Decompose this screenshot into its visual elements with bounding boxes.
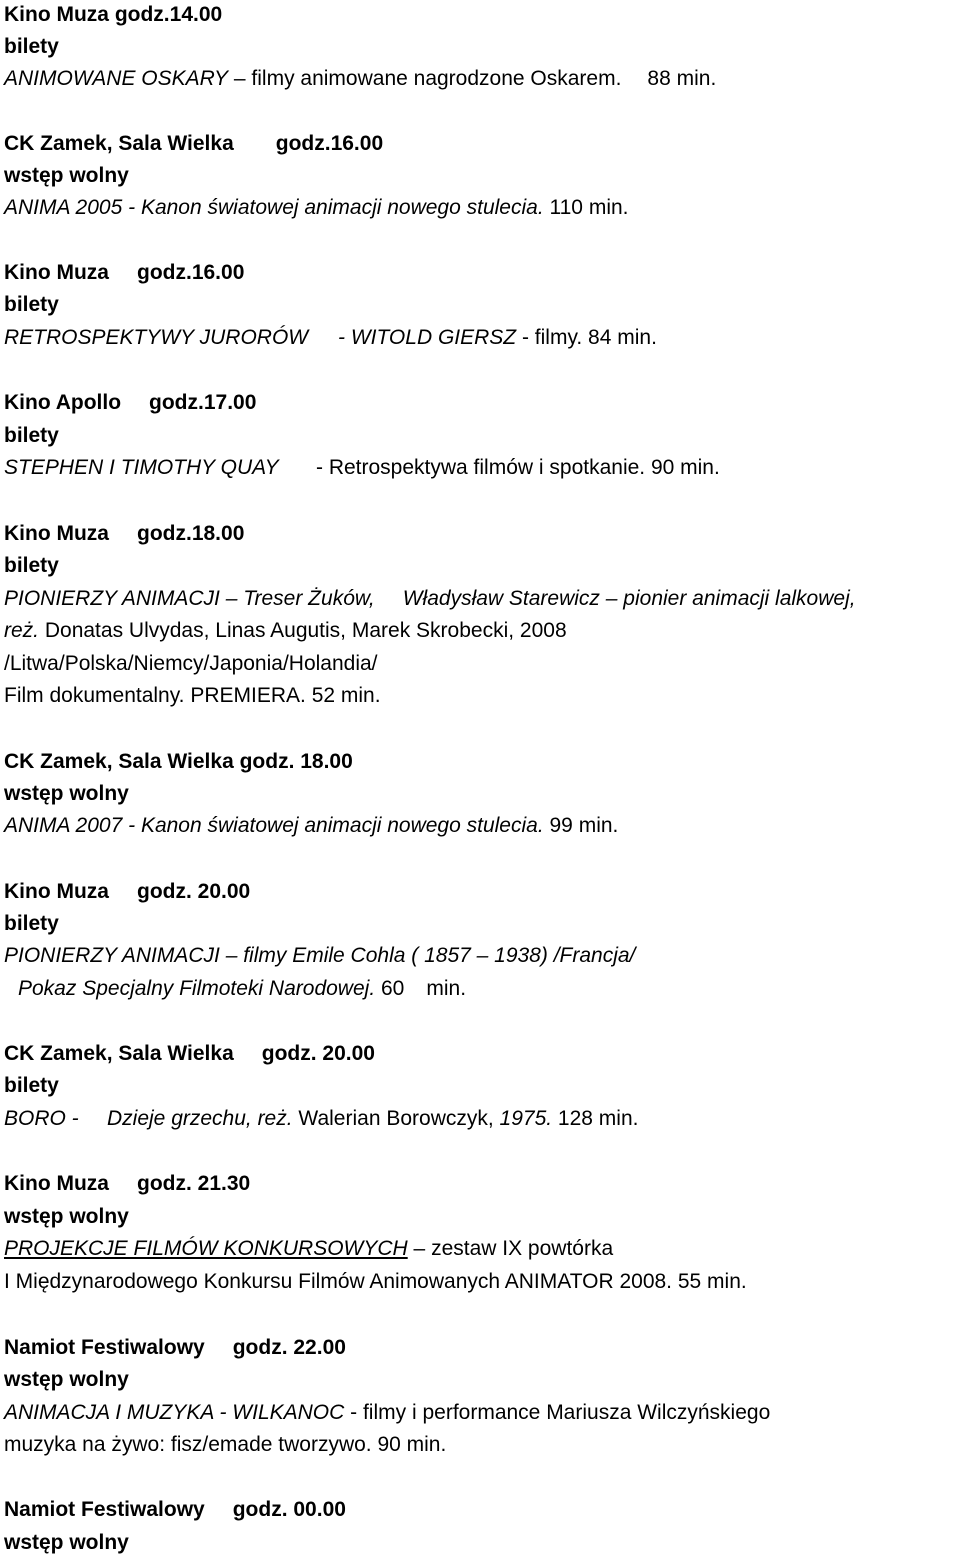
event-7-subtitle: Pokaz Specjalny Filmoteki Narodowej. <box>18 977 376 1000</box>
event-1-title: ANIMOWANE OSKARY <box>4 67 229 90</box>
event-4-venue-time <box>4 390 256 416</box>
event-8-description <box>4 1106 638 1132</box>
event-9-separator: – <box>407 1237 432 1260</box>
event-5-title-line <box>4 586 856 612</box>
event-11-venue: Namiot Festiwalowy <box>4 1498 205 1521</box>
event-3-desc: - filmy. 84 min. <box>516 326 657 349</box>
event-7-duration-a: 60 <box>375 977 405 1000</box>
event-2-venue: CK Zamek, Sala Wielka <box>4 132 234 155</box>
event-5-separator: – <box>219 587 244 610</box>
event-8-duration: 128 min. <box>552 1107 639 1130</box>
event-7-venue-time <box>4 879 250 905</box>
event-5-separator-2: – <box>599 587 624 610</box>
event-5-title-a: PIONIERZY ANIMACJI <box>4 587 220 610</box>
event-7-title: PIONIERZY ANIMACJI – filmy Emile Cohla ( 1857 – 1938) /Francja/ <box>4 944 636 967</box>
event-5-venue-time <box>4 521 244 547</box>
event-7-duration-b: min. <box>426 977 467 1000</box>
event-6-title: ANIMA 2007 - Kanon światowej animacji nowego stulecia. <box>4 814 544 837</box>
event-2-description <box>4 195 629 221</box>
event-3-title: RETROSPEKTYWY JURORÓW <box>4 326 309 349</box>
event-8-title-b: Dzieje grzechu, reż. <box>107 1107 293 1130</box>
event-2-time: godz.16.00 <box>275 132 384 155</box>
event-6-ticket: wstęp wolny <box>4 782 129 805</box>
event-10-venue: Namiot Festiwalowy <box>4 1336 205 1359</box>
event-4-venue: Kino Apollo <box>4 391 122 414</box>
event-8-title-a: BORO - <box>4 1107 79 1130</box>
event-3-venue: Kino Muza <box>4 261 109 284</box>
event-5-desc: Film dokumentalny. PREMIERA. 52 min. <box>4 684 381 707</box>
event-4-time: godz.17.00 <box>149 391 257 414</box>
event-11-venue-time <box>4 1497 346 1523</box>
event-1-ticket: bilety <box>4 35 59 58</box>
event-6-venue-time: CK Zamek, Sala Wielka godz. 18.00 <box>4 750 353 773</box>
event-9-description <box>4 1236 613 1262</box>
event-5-credits: Donatas Ulvydas, Linas Augutis, Marek Skrobecki, 2008 <box>39 619 567 642</box>
event-1-description <box>4 66 716 92</box>
event-7-ticket: bilety <box>4 912 59 935</box>
event-8-ticket: bilety <box>4 1074 59 1097</box>
event-2-ticket: wstęp wolny <box>4 164 129 187</box>
event-5-time: godz.18.00 <box>137 522 245 545</box>
event-7-subtitle-line <box>18 976 466 1002</box>
event-5-credits-line <box>4 618 567 644</box>
event-1-desc: filmy animowane nagrodzone Oskarem. <box>251 67 622 90</box>
event-2-duration: 110 min. <box>543 196 629 219</box>
event-10-ticket: wstęp wolny <box>4 1368 129 1391</box>
event-8-year: 1975. <box>499 1107 553 1130</box>
event-5-rez: reż. <box>4 619 40 642</box>
event-4-title: STEPHEN I TIMOTHY QUAY <box>4 456 279 479</box>
event-10-description <box>4 1400 770 1426</box>
event-5-venue: Kino Muza <box>4 522 109 545</box>
event-10-title: ANIMACJA I MUZYKA - WILKANOC <box>4 1401 345 1424</box>
event-10-desc: - filmy i performance Mariusza Wilczyńskiego <box>344 1401 771 1424</box>
event-3-time: godz.16.00 <box>137 261 245 284</box>
event-2-title: ANIMA 2005 - Kanon światowej animacji nowego stulecia. <box>4 196 544 219</box>
event-1-duration: 88 min. <box>647 67 717 90</box>
event-8-venue: CK Zamek, Sala Wielka <box>4 1042 234 1065</box>
event-5-title-c: Władysław Starewicz <box>402 587 600 610</box>
event-10-venue-time <box>4 1335 346 1361</box>
event-5-title-b: Treser Żuków, <box>243 587 375 610</box>
event-10-time: godz. 22.00 <box>232 1336 346 1359</box>
event-9-ticket: wstęp wolny <box>4 1205 129 1228</box>
event-4-ticket: bilety <box>4 424 59 447</box>
event-9-venue-time <box>4 1171 250 1197</box>
event-5-title-d: pionier animacji lalkowej, <box>623 587 856 610</box>
event-2-venue-time <box>4 131 383 157</box>
event-1-venue-time: Kino Muza godz.14.00 <box>4 3 223 26</box>
event-11-ticket: wstęp wolny <box>4 1531 129 1554</box>
event-9-line2: I Międzynarodowego Konkursu Filmów Animowanych ANIMATOR 2008. 55 min. <box>4 1270 747 1293</box>
event-3-ticket: bilety <box>4 293 59 316</box>
event-4-desc: - Retrospektywa filmów i spotkanie. 90 min. <box>316 456 720 479</box>
event-1-separator: – <box>228 67 252 90</box>
event-5-countries: /Litwa/Polska/Niemcy/Japonia/Holandia/ <box>4 652 378 675</box>
event-3-subtitle: - WITOLD GIERSZ <box>338 326 517 349</box>
event-7-venue: Kino Muza <box>4 880 109 903</box>
event-8-time: godz. 20.00 <box>261 1042 375 1065</box>
event-11-time: godz. 00.00 <box>232 1498 346 1521</box>
event-8-venue-time <box>4 1041 375 1067</box>
event-6-description <box>4 813 618 839</box>
event-9-title: PROJEKCJE FILMÓW KONKURSOWYCH <box>4 1237 408 1260</box>
event-4-description <box>4 455 720 481</box>
event-6-duration: 99 min. <box>543 814 619 837</box>
event-9-time: godz. 21.30 <box>137 1172 251 1195</box>
event-9-desc: zestaw IX powtórka <box>431 1237 614 1260</box>
event-7-time: godz. 20.00 <box>137 880 251 903</box>
event-3-description <box>4 325 657 351</box>
event-8-director: Walerian Borowczyk, <box>292 1107 500 1130</box>
event-9-venue: Kino Muza <box>4 1172 109 1195</box>
event-5-ticket: bilety <box>4 554 59 577</box>
event-3-venue-time <box>4 260 244 286</box>
event-10-line2: muzyka na żywo: fisz/emade tworzywo. 90 min. <box>4 1433 447 1456</box>
